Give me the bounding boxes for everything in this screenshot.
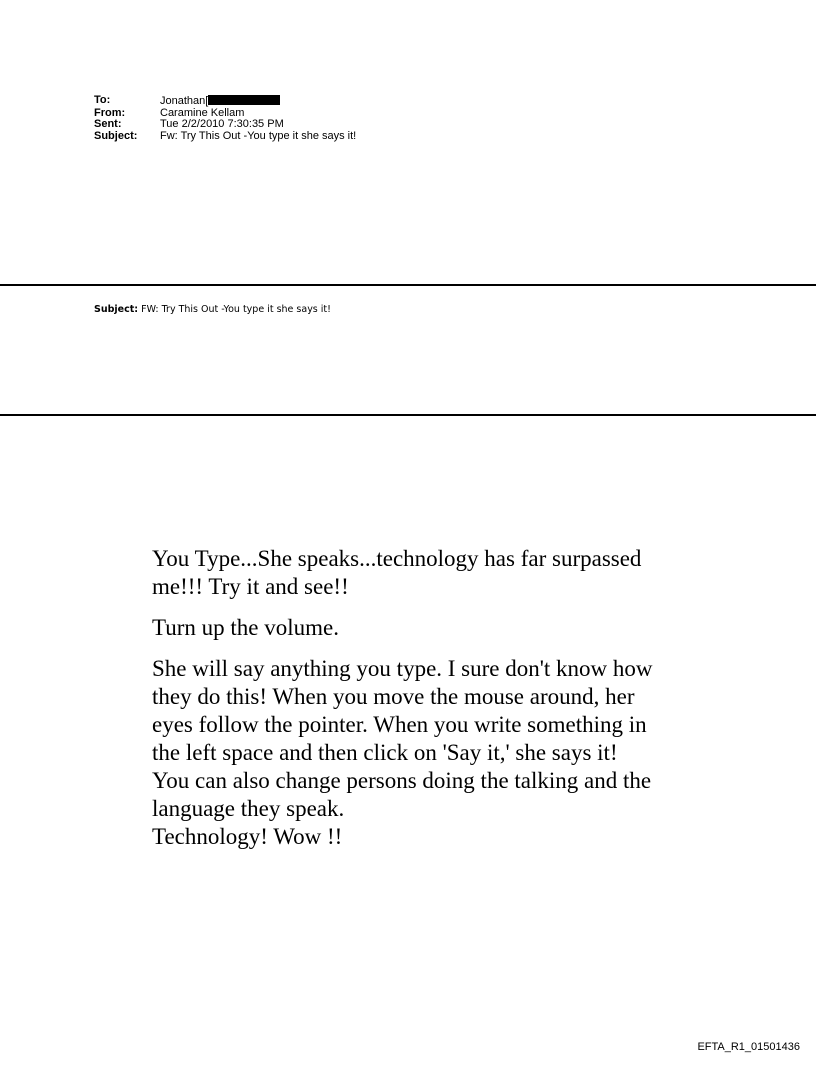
- to-name: Jonathan[: [160, 95, 209, 107]
- body-paragraph: [152, 655, 752, 851]
- body-paragraph: [152, 545, 752, 601]
- divider: [0, 284, 816, 286]
- divider: [0, 414, 816, 416]
- email-body: [152, 545, 752, 864]
- from-label: From:: [94, 106, 126, 119]
- subject-label: Subject:: [94, 129, 138, 142]
- body-line: the left space and then click on 'Say it,' she says it!: [152, 740, 618, 765]
- body-line: language they speak.: [152, 796, 345, 821]
- to-row: [94, 95, 356, 108]
- to-label: To:: [94, 94, 111, 106]
- subject-value: Fw: Try This Out -You type it she says it!: [160, 129, 357, 142]
- forwarded-subject-value: FW: Try This Out -You type it she says it!: [141, 304, 331, 315]
- body-line: She will say anything you type. I sure don't know how: [152, 656, 653, 681]
- to-value: [160, 95, 280, 108]
- body-line: You can also change persons doing the talking and the: [152, 768, 652, 793]
- redaction-box: [208, 95, 280, 105]
- body-line: You Type...She speaks...technology has far surpassed: [152, 546, 642, 571]
- sent-label: Sent:: [94, 118, 122, 130]
- body-paragraph: [152, 614, 752, 642]
- body-line: me!!! Try it and see!!: [152, 574, 349, 599]
- from-value: Caramine Kellam: [160, 106, 245, 119]
- email-header: [94, 95, 356, 142]
- body-line: Technology! Wow !!: [152, 824, 343, 849]
- body-line: Turn up the volume.: [152, 615, 339, 640]
- sent-value: Tue 2/2/2010 7:30:35 PM: [160, 118, 284, 130]
- body-line: eyes follow the pointer. When you write something in: [152, 712, 647, 737]
- body-line: they do this! When you move the mouse around, her: [152, 684, 635, 709]
- sent-row: [94, 119, 356, 131]
- forwarded-subject-label: Subject:: [94, 304, 139, 315]
- document-id: EFTA_R1_01501436: [697, 1041, 800, 1053]
- forwarded-subject: [94, 304, 331, 315]
- subject-row: [94, 131, 356, 143]
